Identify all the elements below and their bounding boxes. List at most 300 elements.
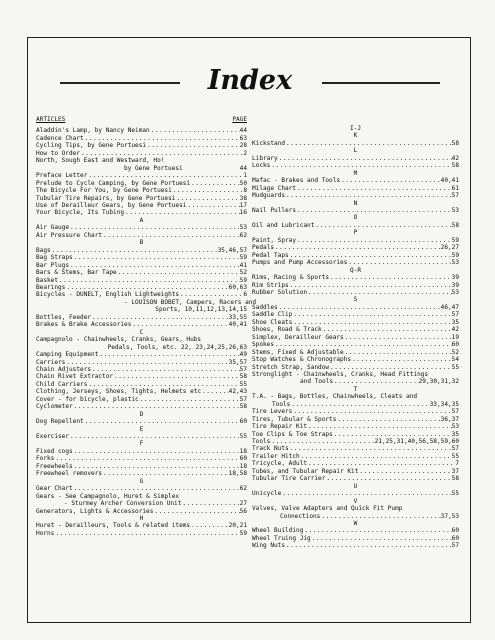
entry-title: Wing Nuts [252,542,286,550]
entry-title: Tools [252,438,271,446]
entry-title: Camping Equipment [36,351,99,359]
entry-title: Stop Watches & Chronographs [252,356,352,364]
index-entry: T.A. - Bags, Bottles, Chainwheels, Cleats and [252,393,418,401]
entry-title: Trailer Hitch [252,452,300,460]
index-entry: Valves, Valve Adapters and Quick Fit Pump [252,505,403,513]
index-entry [36,254,247,261]
entry-page: 35,57 [228,358,247,366]
entry-title: Preface Letter [36,172,88,180]
section-letter: O [353,214,358,222]
leader-dots [292,408,451,415]
entry-page: 42 [451,326,459,334]
leader-dots [292,311,451,318]
entry-title: Air Pressure Chart [36,231,103,239]
leader-dots [307,289,452,296]
entry-title: Mafac - Brakes and Tools [252,177,341,185]
entry-page: 18,58 [228,470,247,478]
index-entry [252,334,459,341]
index-entry [36,321,247,328]
index-entry-continuation: Tools ..... 33,34,35 [252,401,459,408]
articles-header: ARTICLES [36,116,66,123]
entry-page: 60 [451,534,459,542]
entry-title: Tire Repair Kit [252,423,308,431]
entry-title: Prelude to Cycle Camping, by Gene Portuesi [36,179,191,187]
entry-page: 55 [451,363,459,371]
entry-title: Your Bicycle, Its Tubing [36,209,125,217]
index-entry-continuation: Connections ..... 37,53 [252,513,459,520]
leader-dots [329,364,452,371]
index-entry [252,326,459,333]
entry-page: 55 [239,433,247,441]
entry-page: 8 [243,187,247,195]
entry-page: 21,25,31,40,56,58,59,60 [374,438,459,446]
entry-title: Tires, Tubular & Sports [252,415,337,423]
page-header: PAGE [232,116,247,123]
section-letter: P [353,229,358,237]
entry-title: Clothing, Jerseys, Shoes, Tights, Helmets etc [36,388,202,396]
index-entry [252,453,459,460]
entry-page: 61 [451,184,459,192]
entry-title: Rubber Solution [252,288,308,296]
entry-page: 57 [451,445,459,453]
entry-page: 59 [239,529,247,537]
index-entry [36,195,247,202]
entry-title: The Bicycle For You, by Gene Portuesi [36,187,172,195]
entry-page: 40,41 [440,177,459,185]
index-entry: Gears - See Campagnolo, Huret & Simplex [36,492,180,500]
entry-page: 57 [451,542,459,550]
entry-title: Kickstand [252,139,286,147]
leader-dots [73,448,240,455]
entry-page: 58 [451,139,459,147]
section-letter: B [139,239,144,247]
index-entry [252,423,459,430]
entry-title: Toe Clips & Toe Straps [252,430,333,438]
index-entry-continuation: and Tools ..... 29,30,31,32 [252,378,459,385]
leader-dots [91,366,240,373]
entry-page: 55 [239,380,247,388]
entry-page: 59 [239,276,247,284]
index-entry [36,366,247,373]
index-entry [36,433,247,440]
entry-title: Cadence Chart [36,134,84,142]
entry-title: Cycling Tips, by Gene Portuesi [36,142,147,150]
leader-dots [347,259,451,266]
leader-dots [285,542,452,549]
index-entry [252,341,459,348]
entry-title: Child Carriers [36,380,88,388]
index-entry: Stronglight - Chainwheels, Cranks, Head Fittings [252,370,429,378]
entry-page: 2 [243,149,247,157]
entry-title: Exerciser [36,433,70,441]
index-entry [252,311,459,318]
entry-page: 62 [239,485,247,493]
index-entry [252,222,459,229]
entry-page: 58 [451,162,459,170]
index-entry [252,304,459,311]
leader-dots [51,247,218,254]
index-entry: North, Sough East and Westward, Ho! [36,157,165,165]
entry-page: 7 [455,460,459,468]
leader-dots [69,224,240,231]
entry-page: 58 [239,373,247,381]
entry-title: Simplex, Derailleur Gears [252,333,344,341]
column-header [36,116,247,123]
leader-dots [80,150,243,157]
entry-title: Gear Chart [36,485,73,493]
leader-dots [102,232,240,239]
index-entry [36,314,247,321]
index-entry [252,460,459,467]
entry-page: 53 [239,224,247,232]
index-entry [252,140,459,147]
entry-title: Saddles [252,303,278,311]
entry-title: Fixed cogs [36,447,73,455]
entry-title: Use of Derailleur Gears, by Gene Portuesi [36,201,187,209]
entry-page: 16 [239,209,247,217]
leader-dots [175,195,239,202]
entry-page: 60,63 [228,283,247,291]
leader-dots [344,334,452,341]
leader-dots [296,185,452,192]
leader-dots [270,438,374,445]
leader-dots [172,187,244,194]
entry-page: 40,41 [228,321,247,329]
index-entry [36,351,247,358]
entry-title: Cyclometer [36,403,73,411]
index-entry [36,135,247,142]
index-entry [36,269,247,276]
entry-title: Pedals [252,244,275,252]
index-entry [36,232,247,239]
index-entry [252,274,459,281]
entry-page: 33,55 [228,313,247,321]
index-entry [252,185,459,192]
entry-page: 53 [451,288,459,296]
entry-page: 26,27 [440,244,459,252]
leader-dots [344,349,452,356]
leader-dots [336,416,440,423]
leader-dots [270,162,451,169]
section-letter: I-J [349,125,361,132]
leader-dots [201,388,229,395]
index-entry [36,142,247,149]
leader-dots [300,453,452,460]
leader-dots [333,431,452,438]
entry-title: Tricycle, Adult [252,460,308,468]
index-entry [252,490,459,497]
index-entry [36,150,247,157]
entry-page: 35 [451,318,459,326]
index-entry [252,207,459,214]
entry-page: 54 [451,356,459,364]
entry-page: 17 [239,201,247,209]
entry-title: Spokes [252,341,275,349]
index-entry [36,381,247,388]
entry-page: 53 [451,206,459,214]
section-letter: T [353,385,358,393]
index-entry [36,209,247,216]
leader-dots [124,209,240,216]
index-entry [252,155,459,162]
entry-title: Brakes & Brake Accessories [36,321,132,329]
index-entry: Campagnolo - Chainwheels, Cranks, Gears, Hubs [36,336,202,344]
leader-dots [54,530,239,537]
leader-dots [73,403,240,410]
leader-dots [351,356,452,363]
entry-title: Air Gauge [36,224,70,232]
entry-title: Freewheels [36,462,73,470]
leader-dots [303,527,451,534]
entry-page: 20,21 [228,522,247,530]
entry-page: 53 [451,423,459,431]
index-entry [36,463,247,470]
entry-title: Tubular Tire Repairs, by Gene Portuesi [36,194,176,202]
leader-dots [84,135,240,142]
section-letter: F [139,440,144,448]
leader-dots [190,522,229,529]
entry-page: 18 [239,447,247,455]
title-rule-right [322,82,440,84]
leader-dots [65,284,228,291]
entry-title: Saddle Clip [252,311,293,319]
entry-title: Milage Chart [252,184,297,192]
leader-dots [292,319,451,326]
index-entry [36,172,247,179]
index-entry [36,530,247,537]
entry-page: 57 [451,192,459,200]
index-entry [36,247,247,254]
entry-title: Huret - Derailleurs, Tools & related items [36,522,191,530]
index-entry [36,373,247,380]
leader-dots [69,433,240,440]
leader-dots [87,172,243,179]
leader-dots [285,140,452,147]
index-entry-continuation: Pedals, Tools, etc. 22, 23,24,25,26,63 [107,343,247,351]
index-entry [252,162,459,169]
leader-dots [65,359,228,366]
entry-page: 62 [239,231,247,239]
entry-title: Tubes, and Tubular Repair Kit [252,467,359,475]
index-entry [36,202,247,209]
index-entry [252,319,459,326]
leader-dots [296,207,452,214]
leader-dots [73,254,240,261]
entry-title: Chain Adjusters [36,365,92,373]
index-entry [252,475,459,482]
section-letter: E [139,425,144,433]
index-entry [36,403,247,410]
entry-title: Basket [36,276,59,284]
leader-dots [117,269,240,276]
leader-dots [58,277,240,284]
entry-title: Track Nuts [252,445,289,453]
entry-page: 39 [451,281,459,289]
entry-title: Tubular Tire Carrier [252,475,326,483]
index-entry [252,237,459,244]
leader-dots [281,490,451,497]
entry-title: Shoe Cleats [252,318,293,326]
entry-title: Freewheel removers [36,470,103,478]
leader-dots [322,326,452,333]
entry-title: How to Order [36,149,81,157]
entry-title: Tire Levers [252,408,293,416]
leader-dots [73,485,240,492]
index-entry [36,508,247,515]
leader-dots [186,202,239,209]
index-entry [36,522,247,529]
leader-dots [150,127,240,134]
entry-title: Stems, Fixed & Adjustable [252,348,344,356]
index-entry [252,259,459,266]
index-entry [252,177,459,184]
entry-page: 58 [451,221,459,229]
entry-page: 18 [239,462,247,470]
index-entry [252,445,459,452]
index-entry [36,455,247,462]
page-title: Index [207,65,293,96]
entry-title: Library [252,154,278,162]
leader-dots [274,341,452,348]
leader-dots [278,155,452,162]
entry-title: Pumps and Pump Accessories [252,259,348,267]
entry-title: Nail Pullers [252,206,297,214]
entry-page: 42,43 [228,388,247,396]
index-entry [252,356,459,363]
index-entry [36,180,247,187]
leader-dots [307,423,452,430]
entry-page: 59 [451,236,459,244]
entry-title: Bottles, Feeder [36,313,92,321]
entry-page: 44 [239,127,247,135]
index-entry [36,284,247,291]
leader-dots [296,237,452,244]
entry-page: 35,46,57 [217,246,247,254]
section-letter: Q-R [349,266,361,274]
leader-dots [91,314,229,321]
entry-title: Wheel Truing Jig [252,534,311,542]
index-entry [252,289,459,296]
entry-page: 41 [239,261,247,269]
entry-page: 56 [239,507,247,515]
entry-page: 52 [239,269,247,277]
index-entry [36,470,247,477]
section-letter: S [353,296,358,304]
index-entry [36,127,247,134]
leader-dots [153,508,239,515]
index-entry [36,396,247,403]
entry-title: Unicycle [252,490,282,498]
leader-dots [84,418,240,425]
entry-page: 60 [239,418,247,426]
entry-page: 53 [451,259,459,267]
index-entry [252,431,459,438]
leader-dots [102,470,229,477]
index-entry-continuation: - Sturmey Archer Conversion Unit ..... 27 [36,500,247,507]
entry-title: Bearings [36,283,66,291]
leader-dots [146,142,240,149]
index-entry-continuation: Sports, 10,11,12,13,14,15 [155,306,247,314]
index-entry [36,187,247,194]
index-entry [36,224,247,231]
section-letter: M [353,169,358,177]
leader-dots [87,381,239,388]
section-letter: U [353,482,358,490]
entry-title: Forks [36,455,55,463]
entry-page: 57 [451,311,459,319]
entry-title: Bar Plugs [36,261,70,269]
entry-title: Aladdin's Lamp, by Nancy Neiman [36,127,150,135]
leader-dots [311,535,452,542]
index-entry [252,535,459,542]
entry-page: 1 [243,172,247,180]
entry-page: 39 [451,274,459,282]
index-entry [252,416,459,423]
leader-dots [69,262,240,269]
entry-title: Shoes, Road & Track [252,326,322,334]
index-entry [252,364,459,371]
entry-page: 55 [451,490,459,498]
entry-page: 42 [451,154,459,162]
index-entry [252,527,459,534]
section-letter: A [139,216,144,224]
title-row [60,66,440,96]
section-letter: L [353,147,358,155]
leader-dots [113,373,240,380]
section-letter: W [353,520,358,528]
section-letter: V [353,497,358,505]
entry-title: Carriers [36,358,66,366]
section-letter: N [353,199,358,207]
index-column-left [36,116,257,537]
leader-dots [139,396,240,403]
section-letter: G [139,477,144,485]
entry-page: 63 [239,134,247,142]
entry-page: 55 [451,452,459,460]
entry-page: 59 [451,251,459,259]
leader-dots [285,192,452,199]
index-entry: Bicycles - DUNELT, English Lightweights ..... 6 [36,291,247,298]
leader-dots [358,468,451,475]
entry-title: Locks [252,162,271,170]
leader-dots [98,351,239,358]
entry-title: Wheel Building [252,527,304,535]
entry-page: 38 [239,194,247,202]
index-entry-continuation: by Gene Portuesi 44 [124,164,247,172]
leader-dots [54,455,239,462]
index-column-right [252,125,459,550]
entry-title: Horns [36,529,55,537]
section-letter: K [353,132,358,140]
entry-page: 57 [451,408,459,416]
entry-page: 19 [451,333,459,341]
entry-page: 28 [239,142,247,150]
entry-page: 58 [451,475,459,483]
entry-title: Pedal Taps [252,251,289,259]
leader-dots [289,445,452,452]
entry-page: 37 [451,467,459,475]
index-entry [36,277,247,284]
leader-dots [289,252,452,259]
leader-dots [274,244,441,251]
leader-dots [190,180,240,187]
entry-title: Chain Rivet Extractor [36,373,114,381]
entry-title: Rim Strips [252,281,289,289]
entry-page: 50 [239,179,247,187]
entry-title: Dog Repellent [36,418,84,426]
entry-title: Bags [36,246,51,254]
entry-title: Mudguards [252,192,286,200]
